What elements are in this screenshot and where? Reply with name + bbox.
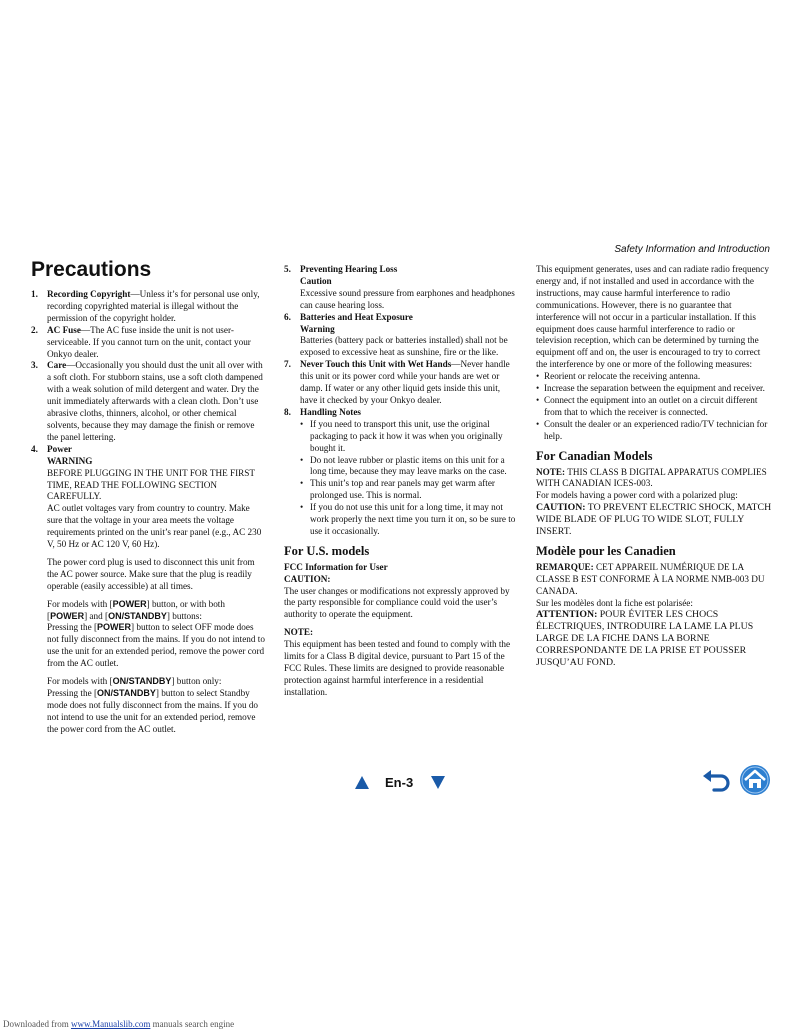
list-item: 4. Power WARNING BEFORE PLUGGING IN THE UNIT FOR THE FIRST TIME, READ THE FOLLOWING SECTION CAREFULLY. AC outlet voltages vary from country to country. Make sure that the voltage in your area meets the voltage requirements printed on the unit’s rear panel (e.g., AC 230 V, 50 Hz or AC 120 V, 60 Hz). The power cord plug is used to disconnect this unit from the AC power source. Make sure that the plug is readily operable (easily accessible) at all times. For models with [POWER] button, or with both [POWER] and [ON/STANDBY] buttons: Pressing the [POWER] button to select OFF mode does not fully disconnect from the mains. If you do not intend to use the unit for an extended period, remove the power cord from the AC outlet. For models with [ON/STANDBY] button only: Pressing the [ON/STANDBY] button to select Standby mode does not fully disconnect from the mains. If you do not intend to use the unit for an extended period, remove the power cord from the AC outlet. bbox=[31, 443, 265, 734]
bullet-item: • Increase the separation between the equipment and receiver. bbox=[536, 383, 772, 395]
bullet-item: • Do not leave rubber or plastic items on this unit for a long time, because they may leave marks on the case. bbox=[284, 455, 518, 479]
list-item: 2. AC Fuse—The AC fuse inside the unit is not user-serviceable. If you cannot turn on the unit, contact your Onkyo dealer. bbox=[31, 324, 251, 359]
bullet-item: • Reorient or relocate the receiving antenna. bbox=[536, 371, 772, 383]
standby-button-paragraph: For models with [ON/STANDBY] button only: Pressing the [ON/STANDBY] button to select Standby mode does not fully disconnect from the mains. If you do not intend to use the unit for an extended period, remove the power cord from the AC outlet. bbox=[47, 676, 259, 734]
list-item: 7. Never Touch this Unit with Wet Hands—Never handle this unit or its power cord while your hands are wet or damp. If water or any other liquid gets inside this unit, have it checked by your Onkyo dealer. bbox=[284, 359, 510, 405]
list-item: 3. Care—Occasionally you should dust the unit all over with a soft cloth. For stubborn stains, use a soft cloth dampened with a weak solution of mild detergent and water. Dry the unit immediately afterwards with a clean cloth. Don’t use abrasive cloths, thinners, alcohol, or other chemical solvents, because they may damage the finish or remove the panel lettering. bbox=[31, 360, 263, 442]
us-models-heading: For U.S. models bbox=[284, 543, 370, 558]
back-arrow-icon[interactable] bbox=[702, 768, 732, 792]
list-item: 8. Handling Notes bbox=[284, 406, 362, 417]
list-item: 5. Preventing Hearing Loss Caution Excessive sound pressure from earphones and headphones can cause hearing loss. bbox=[284, 264, 515, 310]
power-button-paragraph: For models with [POWER] button, or with both [POWER] and [ON/STANDBY] buttons: Pressing the [POWER] button to select OFF mode does not fully disconnect from the mains. If you do not intend to use the unit for an extended period, remove the power cord from the AC outlet. bbox=[47, 598, 265, 669]
page-title: Precautions bbox=[31, 258, 152, 281]
bullet-item: • Connect the equipment into an outlet on a circuit different from that to which the receiver is connected. bbox=[536, 395, 772, 419]
footer: Downloaded from www.Manualslib.com manuals search engine bbox=[3, 1019, 235, 1029]
bullet-item: • If you need to transport this unit, use the original packaging to pack it how it was when you originally bought it. bbox=[284, 419, 518, 455]
prev-page-icon[interactable] bbox=[355, 776, 369, 789]
list-item: 1. Recording Copyright—Unless it’s for personal use only, recording copyrighted material is illegal without the permission of the copyright holder. bbox=[31, 289, 260, 323]
page-number: En-3 bbox=[385, 775, 414, 790]
page-navigation bbox=[355, 774, 445, 792]
column-2: 5. Preventing Hearing Loss Caution Excessive sound pressure from earphones and headphones can cause hearing loss. 6. Batteries and Heat Exposure Warning Batteries (battery pack or batteries installed) shall not be exposed to excessive heat as sunshine, fire or the like. 7. Never Touch this Unit with Wet Hands—Never handle this unit or its power cord while your hands are wet or damp. If water or any other liquid gets inside this unit, have it checked by your Onkyo dealer. 8. Handling Notes • If you need to transport this unit, use the original packaging to pack it how it was when you originally bought it. • Do not leave rubber or plastic items on this unit for a long time, because they may leave marks on the case. • This unit’s top and rear panels may get warm after prolonged use. This is normal. • If you do not use this unit for a long time, it may not work properly the next time you turn it on, so be sure to use it occasionally. For U.S. models FCC Information for User CAUTION: The user changes or modifications not expressly approved by the party responsible for compliance could void the user’s authority to operate the equipment. NOTE: This equipment has been tested and found to comply with the limits for a Class B digital device, pursuant to Part 15 of the FCC Rules. These limits are designed to provide reasonable protection against harmful interference in a residential installation. bbox=[284, 264, 518, 699]
section-header: Safety Information and Introduction bbox=[614, 244, 770, 255]
column-1 bbox=[31, 289, 265, 736]
next-page-icon[interactable] bbox=[431, 776, 445, 789]
french-models-heading: Modèle pour les Canadien bbox=[536, 543, 676, 558]
bullet-item: • Consult the dealer or an experienced radio/TV technician for help. bbox=[536, 419, 772, 443]
manualslib-link[interactable]: www.Manualslib.com bbox=[70, 1019, 151, 1029]
column-3: This equipment generates, uses and can radiate radio frequency energy and, if not installed and used in accordance with the instructions, may cause harmful interference to radio communications. However, there is no guarantee that interference will not occur in a particular installation. If this equipment does cause harmful interference to radio or television reception, which can be determined by turning the equipment off and on, the user is encouraged to try to correct the interference by one or more of the following measures: • Reorient or relocate the receiving antenna. • Increase the separation between the equipment and receiver. • Connect the equipment into an outlet on a circuit different from that to which the receiver is connected. • Consult the dealer or an experienced radio/TV technician for help. For Canadian Models NOTE: THIS CLASS B DIGITAL APPARATUS COMPLIES WITH CANADIAN ICES-003. For models having a power cord with a polarized plug: CAUTION: TO PREVENT ELECTRIC SHOCK, MATCH WIDE BLADE OF PLUG TO WIDE SLOT, FULLY INSERT. Modèle pour les Canadien REMARQUE: CET APPAREIL NUMÉRIQUE DE LA CLASSE B EST CONFORME À LA NORME NMB-003 DU CANADA. Sur les modèles dont la fiche est polarisée: ATTENTION: POUR ÉVITER LES CHOCS ÉLECTRIQUES, INTRODUIRE LA LAME LA PLUS LARGE DE LA FICHE DANS LA BORNE CORRESPONDANTE DE LA PRISE ET POUSSER JUSQU’AU FOND. bbox=[536, 264, 772, 669]
bullet-item: • This unit’s top and rear panels may get warm after prolonged use. This is normal. bbox=[284, 478, 518, 502]
canadian-models-heading: For Canadian Models bbox=[536, 448, 653, 463]
bullet-item: • If you do not use this unit for a long time, it may not work properly the next time you turn it on, so be sure to use it occasionally. bbox=[284, 502, 518, 538]
fcc-heading: FCC Information for User bbox=[284, 561, 388, 572]
list-item: 6. Batteries and Heat Exposure Warning Batteries (battery pack or batteries installed) shall not be exposed to excessive heat as sunshine, fire or the like. bbox=[284, 311, 508, 358]
home-icon[interactable] bbox=[739, 764, 771, 796]
